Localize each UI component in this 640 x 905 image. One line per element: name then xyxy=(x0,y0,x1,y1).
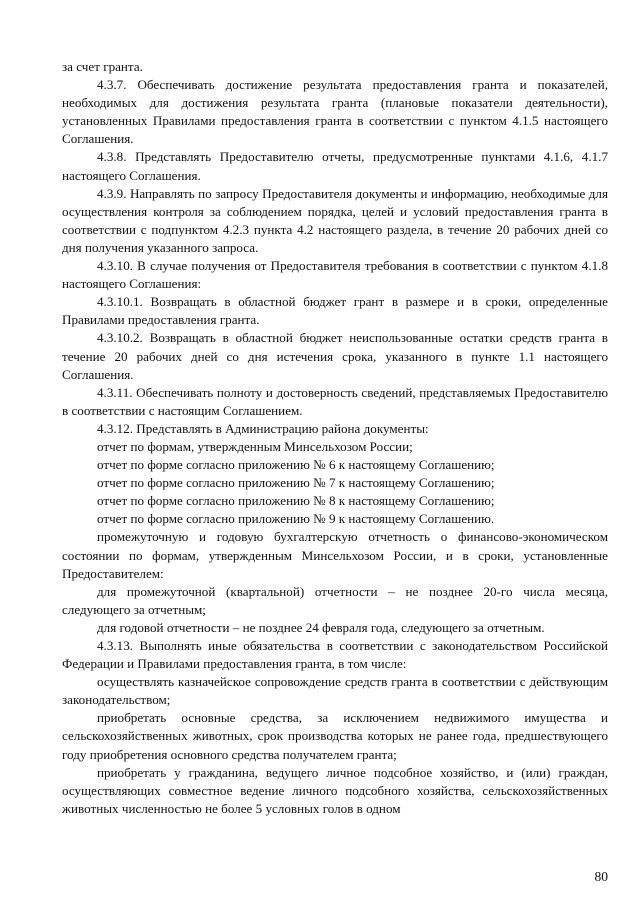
page-number: 80 xyxy=(594,869,608,884)
list-item-appendix-8: отчет по форме согласно приложению № 8 к настоящему Соглашению; xyxy=(97,493,495,509)
paragraph-4-3-13: 4.3.13. Выполнять иные обязательства в соответствии с законодательством Российской Федерации и Правилами предоставления гранта, в том числе: xyxy=(62,638,608,672)
list-item-accounting-reports: промежуточную и годовую бухгалтерскую отчетность о финансово-экономическом состоянии по формам, утвержденным Минсельхозом России, и в сроки, установленные Предоставителем: xyxy=(62,529,608,581)
paragraph-4-3-7: 4.3.7. Обеспечивать достижение результата предоставления гранта и показателей, необходимых для достижения результата гранта (плановые показатели деятельности), установленных Правилами предоставления гранта в соответствии с пунктом 4.1.5 настоящего Соглашения. xyxy=(62,77,608,147)
list-item-annual-deadline: для годовой отчетности – не позднее 24 февраля года, следующего за отчетным. xyxy=(97,619,545,635)
paragraph-4-3-9: 4.3.9. Направлять по запросу Предоставителя документы и информацию, необходимые для осуществления контроля за соблюдением порядка, целей и условий предоставления гранта в соответствии с подпунктом 4.2.3 пункта 4.2 настоящего раздела, в течение 20 рабочих дней со дня получения указанного запроса. xyxy=(62,185,608,255)
list-item-report-forms: отчет по формам, утвержденным Минсельхозом России; xyxy=(97,438,413,454)
list-item-fixed-assets: приобретать основные средства, за исключением недвижимого имущества и сельскохозяйственных животных, срок производства которых не ранее года, предшествующего году приобретения основного средства получателем гранта; xyxy=(62,710,608,762)
paragraph-4-3-10-1: 4.3.10.1. Возвращать в областной бюджет грант в размере и в сроки, определенные Правилами предоставления гранта. xyxy=(62,294,608,328)
list-item-appendix-7: отчет по форме согласно приложению № 7 к настоящему Соглашению; xyxy=(97,475,495,491)
paragraph-4-3-8: 4.3.8. Представлять Предоставителю отчеты, предусмотренные пунктами 4.1.6, 4.1.7 настоящего Соглашения. xyxy=(62,149,608,183)
list-item-livestock-purchase: приобретать у гражданина, ведущего личное подсобное хозяйство, и (или) граждан, осуществляющих совместное ведение личного подсобного хозяйства, сельскохозяйственных животных численностью не более 5 условных голов в одном xyxy=(62,764,608,816)
paragraph-4-3-12: 4.3.12. Представлять в Администрацию района документы: xyxy=(97,420,429,436)
list-item-quarterly-deadline: для промежуточной (квартальной) отчетности – не позднее 20-го числа месяца, следующего за отчетным; xyxy=(62,583,608,617)
paragraph-4-3-11: 4.3.11. Обеспечивать полноту и достоверность сведений, представляемых Предоставителю в соответствии с настоящим Соглашением. xyxy=(62,384,608,418)
list-item-appendix-6: отчет по форме согласно приложению № 6 к настоящему Соглашению; xyxy=(97,457,495,473)
paragraph-4-3-10: 4.3.10. В случае получения от Предоставителя требования в соответствии с пунктом 4.1.8 настоящего Соглашения: xyxy=(62,258,608,292)
paragraph-4-3-10-2: 4.3.10.2. Возвращать в областной бюджет неиспользованные остатки средств гранта в течение 20 рабочих дней со дня истечения срока, указанного в пункте 1.1 настоящего Соглашения. xyxy=(62,330,608,382)
list-item-appendix-9: отчет по форме согласно приложению № 9 к настоящему Соглашению. xyxy=(97,511,495,527)
list-item-treasury-support: осуществлять казначейское сопровождение средств гранта в соответствии с действующим законодательством; xyxy=(62,674,608,708)
paragraph-continuation: за счет гранта. xyxy=(62,59,143,74)
document-body xyxy=(62,58,608,818)
